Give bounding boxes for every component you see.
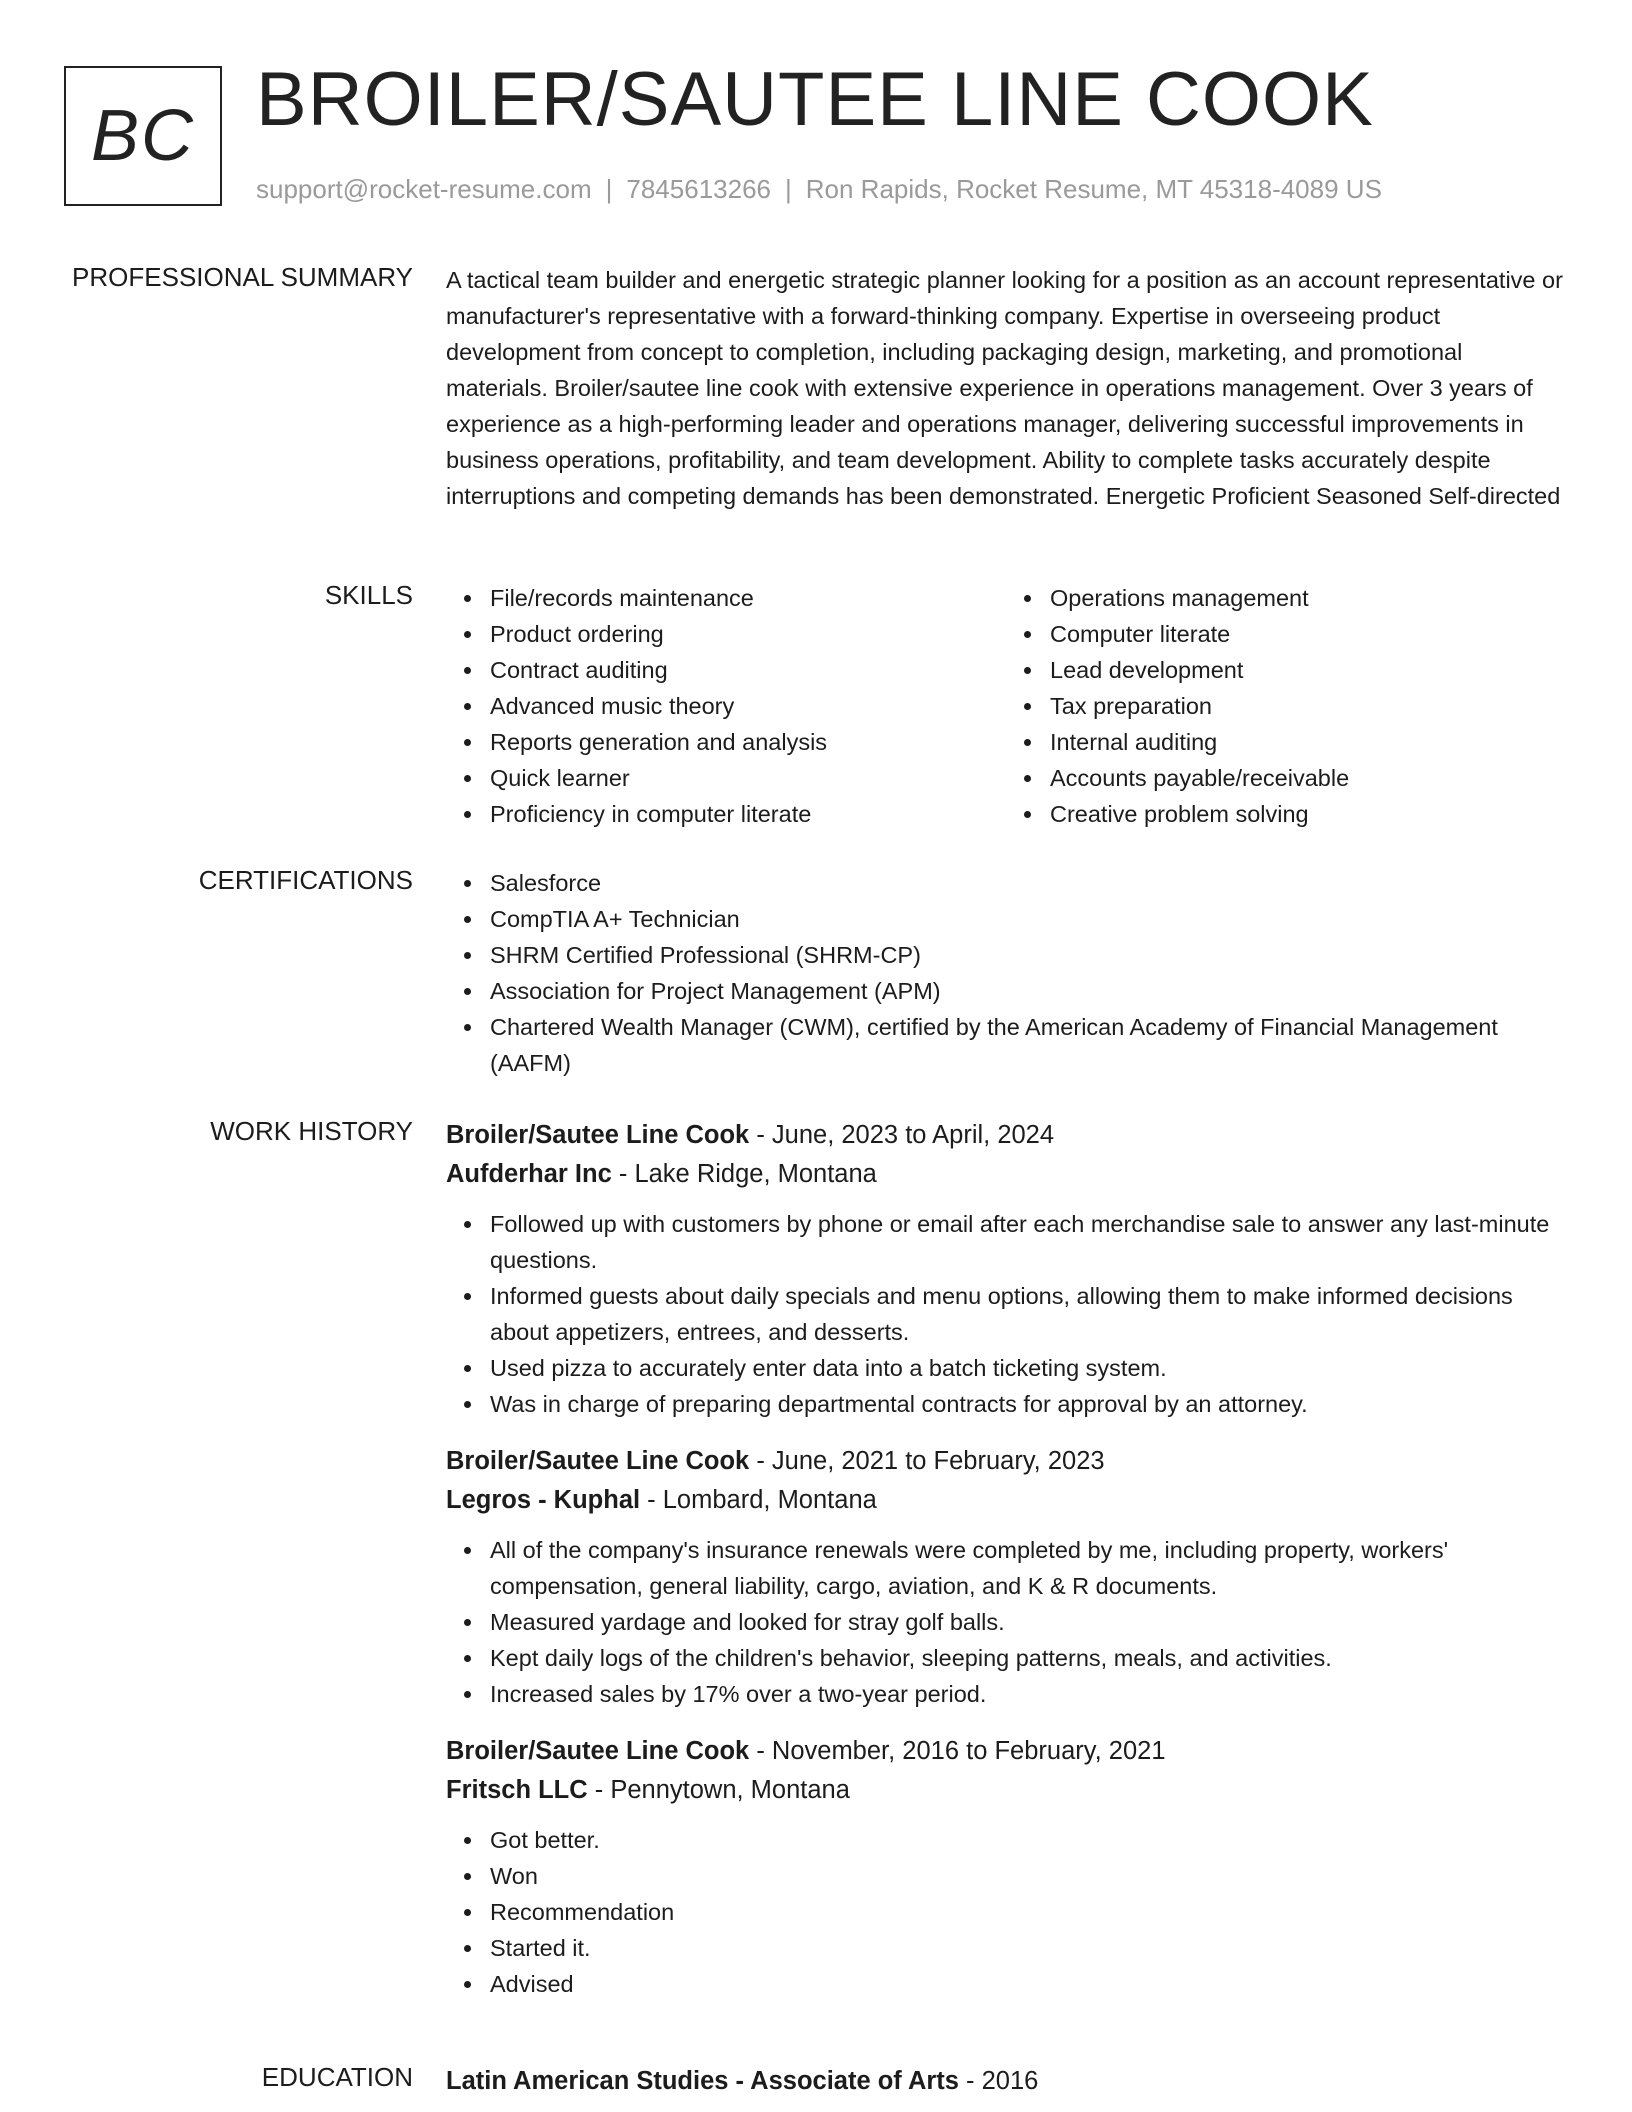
job-bullets	[446, 1822, 1566, 2002]
job-dates: - June, 2023 to April, 2024	[749, 1121, 1055, 1149]
contact-separator: |	[605, 174, 613, 204]
list-item: File/records maintenance	[490, 580, 1006, 616]
job-entry	[446, 1442, 1566, 1712]
list-item: Contract auditing	[490, 652, 1006, 688]
job-company-line	[446, 1154, 1566, 1194]
education-heading: EDUCATION	[261, 2062, 413, 2092]
job-company: Fritsch LLC	[446, 1776, 588, 1804]
list-item: Proficiency in computer literate	[490, 796, 1006, 832]
list-item: Won	[490, 1858, 1566, 1894]
contact-email[interactable]: support@rocket-resume.com	[256, 174, 592, 204]
list-item: Chartered Wealth Manager (CWM), certified by the American Academy of Financial Management (AAFM)	[490, 1009, 1566, 1081]
list-item: Quick learner	[490, 760, 1006, 796]
list-item: Accounts payable/receivable	[1050, 760, 1566, 796]
list-item: Informed guests about daily specials and menu options, allowing them to make informed decisions about appetizers, entrees, and desserts.	[490, 1278, 1566, 1350]
education-body	[446, 2062, 1566, 2100]
list-item: Measured yardage and looked for stray golf balls.	[490, 1604, 1566, 1640]
summary-body	[446, 262, 1566, 514]
job-bullets	[446, 1532, 1566, 1712]
list-item: All of the company's insurance renewals were completed by me, including property, workers' compensation, general liability, cargo, aviation, and K & R documents.	[490, 1532, 1566, 1604]
job-bullets	[446, 1206, 1566, 1422]
list-item: Lead development	[1050, 652, 1566, 688]
job-dates: - June, 2021 to February, 2023	[749, 1447, 1105, 1475]
list-item: Operations management	[1050, 580, 1566, 616]
list-item: Kept daily logs of the children's behavior, sleeping patterns, meals, and activities.	[490, 1640, 1566, 1676]
list-item: Advanced music theory	[490, 688, 1006, 724]
certifications-heading: CERTIFICATIONS	[198, 865, 413, 895]
list-item: Salesforce	[490, 865, 1566, 901]
job-title: Broiler/Sautee Line Cook	[446, 1737, 750, 1765]
education-year: - 2016	[958, 2067, 1039, 2095]
job-company-line	[446, 1770, 1566, 1810]
job-entry	[446, 1732, 1566, 2002]
job-location: - Lake Ridge, Montana	[611, 1160, 877, 1188]
list-item: Product ordering	[490, 616, 1006, 652]
job-location: - Lombard, Montana	[640, 1486, 877, 1514]
skills-heading: SKILLS	[324, 580, 413, 610]
list-item: Advised	[490, 1966, 1566, 2002]
list-item: CompTIA A+ Technician	[490, 901, 1566, 937]
summary-heading: PROFESSIONAL SUMMARY	[72, 262, 413, 292]
list-item: Creative problem solving	[1050, 796, 1566, 832]
list-item: Was in charge of preparing departmental contracts for approval by an attorney.	[490, 1386, 1566, 1422]
job-title: Broiler/Sautee Line Cook	[446, 1447, 750, 1475]
work-body	[446, 1116, 1566, 2022]
list-item: Started it.	[490, 1930, 1566, 1966]
list-item: Tax preparation	[1050, 688, 1566, 724]
list-item: Followed up with customers by phone or email after each merchandise sale to answer any last-minute questions.	[490, 1206, 1566, 1278]
contact-separator: |	[785, 174, 792, 204]
list-item: Computer literate	[1050, 616, 1566, 652]
work-heading: WORK HISTORY	[210, 1116, 413, 1146]
contact-line	[256, 174, 1382, 205]
education-degree: Latin American Studies - Associate of Arts	[446, 2067, 959, 2095]
contact-address: Ron Rapids, Rocket Resume, MT 45318-4089 US	[805, 174, 1382, 204]
education-line	[446, 2062, 1566, 2100]
certifications-list	[446, 865, 1566, 1081]
list-item: Increased sales by 17% over a two-year period.	[490, 1676, 1566, 1712]
list-item: SHRM Certified Professional (SHRM-CP)	[490, 937, 1566, 973]
job-company: Aufderhar Inc	[446, 1160, 612, 1188]
list-item: Got better.	[490, 1822, 1566, 1858]
skills-body	[446, 580, 1566, 832]
summary-text: A tactical team builder and energetic strategic planner looking for a position as an account representative or manufacturer's representative with a forward-thinking company. Expertise in overseeing product development from concept to completion, including packaging design, marketing, and promotional materials. Broiler/sautee line cook with extensive experience in operations management. Over 3 years of experience as a high-performing leader and operations manager, delivering successful improvements in business operations, profitability, and team development. Ability to complete tasks accurately despite interruptions and competing demands has been demonstrated. Energetic Proficient Seasoned Self-directed	[446, 267, 1563, 509]
job-title-line	[446, 1732, 1566, 1770]
list-item: Recommendation	[490, 1894, 1566, 1930]
job-company-line	[446, 1480, 1566, 1520]
job-title: Broiler/Sautee Line Cook	[446, 1121, 750, 1149]
job-location: - Pennytown, Montana	[587, 1776, 850, 1804]
resume-name: BROILER/SAUTEE LINE COOK	[256, 57, 1374, 142]
list-item: Association for Project Management (APM)	[490, 973, 1566, 1009]
job-title-line	[446, 1116, 1566, 1154]
job-title-line	[446, 1442, 1566, 1480]
list-item: Internal auditing	[1050, 724, 1566, 760]
job-dates: - November, 2016 to February, 2021	[749, 1737, 1166, 1765]
contact-phone[interactable]: 7845613266	[626, 174, 771, 204]
job-company: Legros - Kuphal	[446, 1486, 641, 1514]
list-item: Used pizza to accurately enter data into a batch ticketing system.	[490, 1350, 1566, 1386]
skills-list-left	[446, 580, 1006, 832]
skills-list-right	[1006, 580, 1566, 832]
certifications-body	[446, 865, 1566, 1081]
job-entry	[446, 1116, 1566, 1422]
monogram-logo: BC	[64, 66, 222, 206]
list-item: Reports generation and analysis	[490, 724, 1006, 760]
